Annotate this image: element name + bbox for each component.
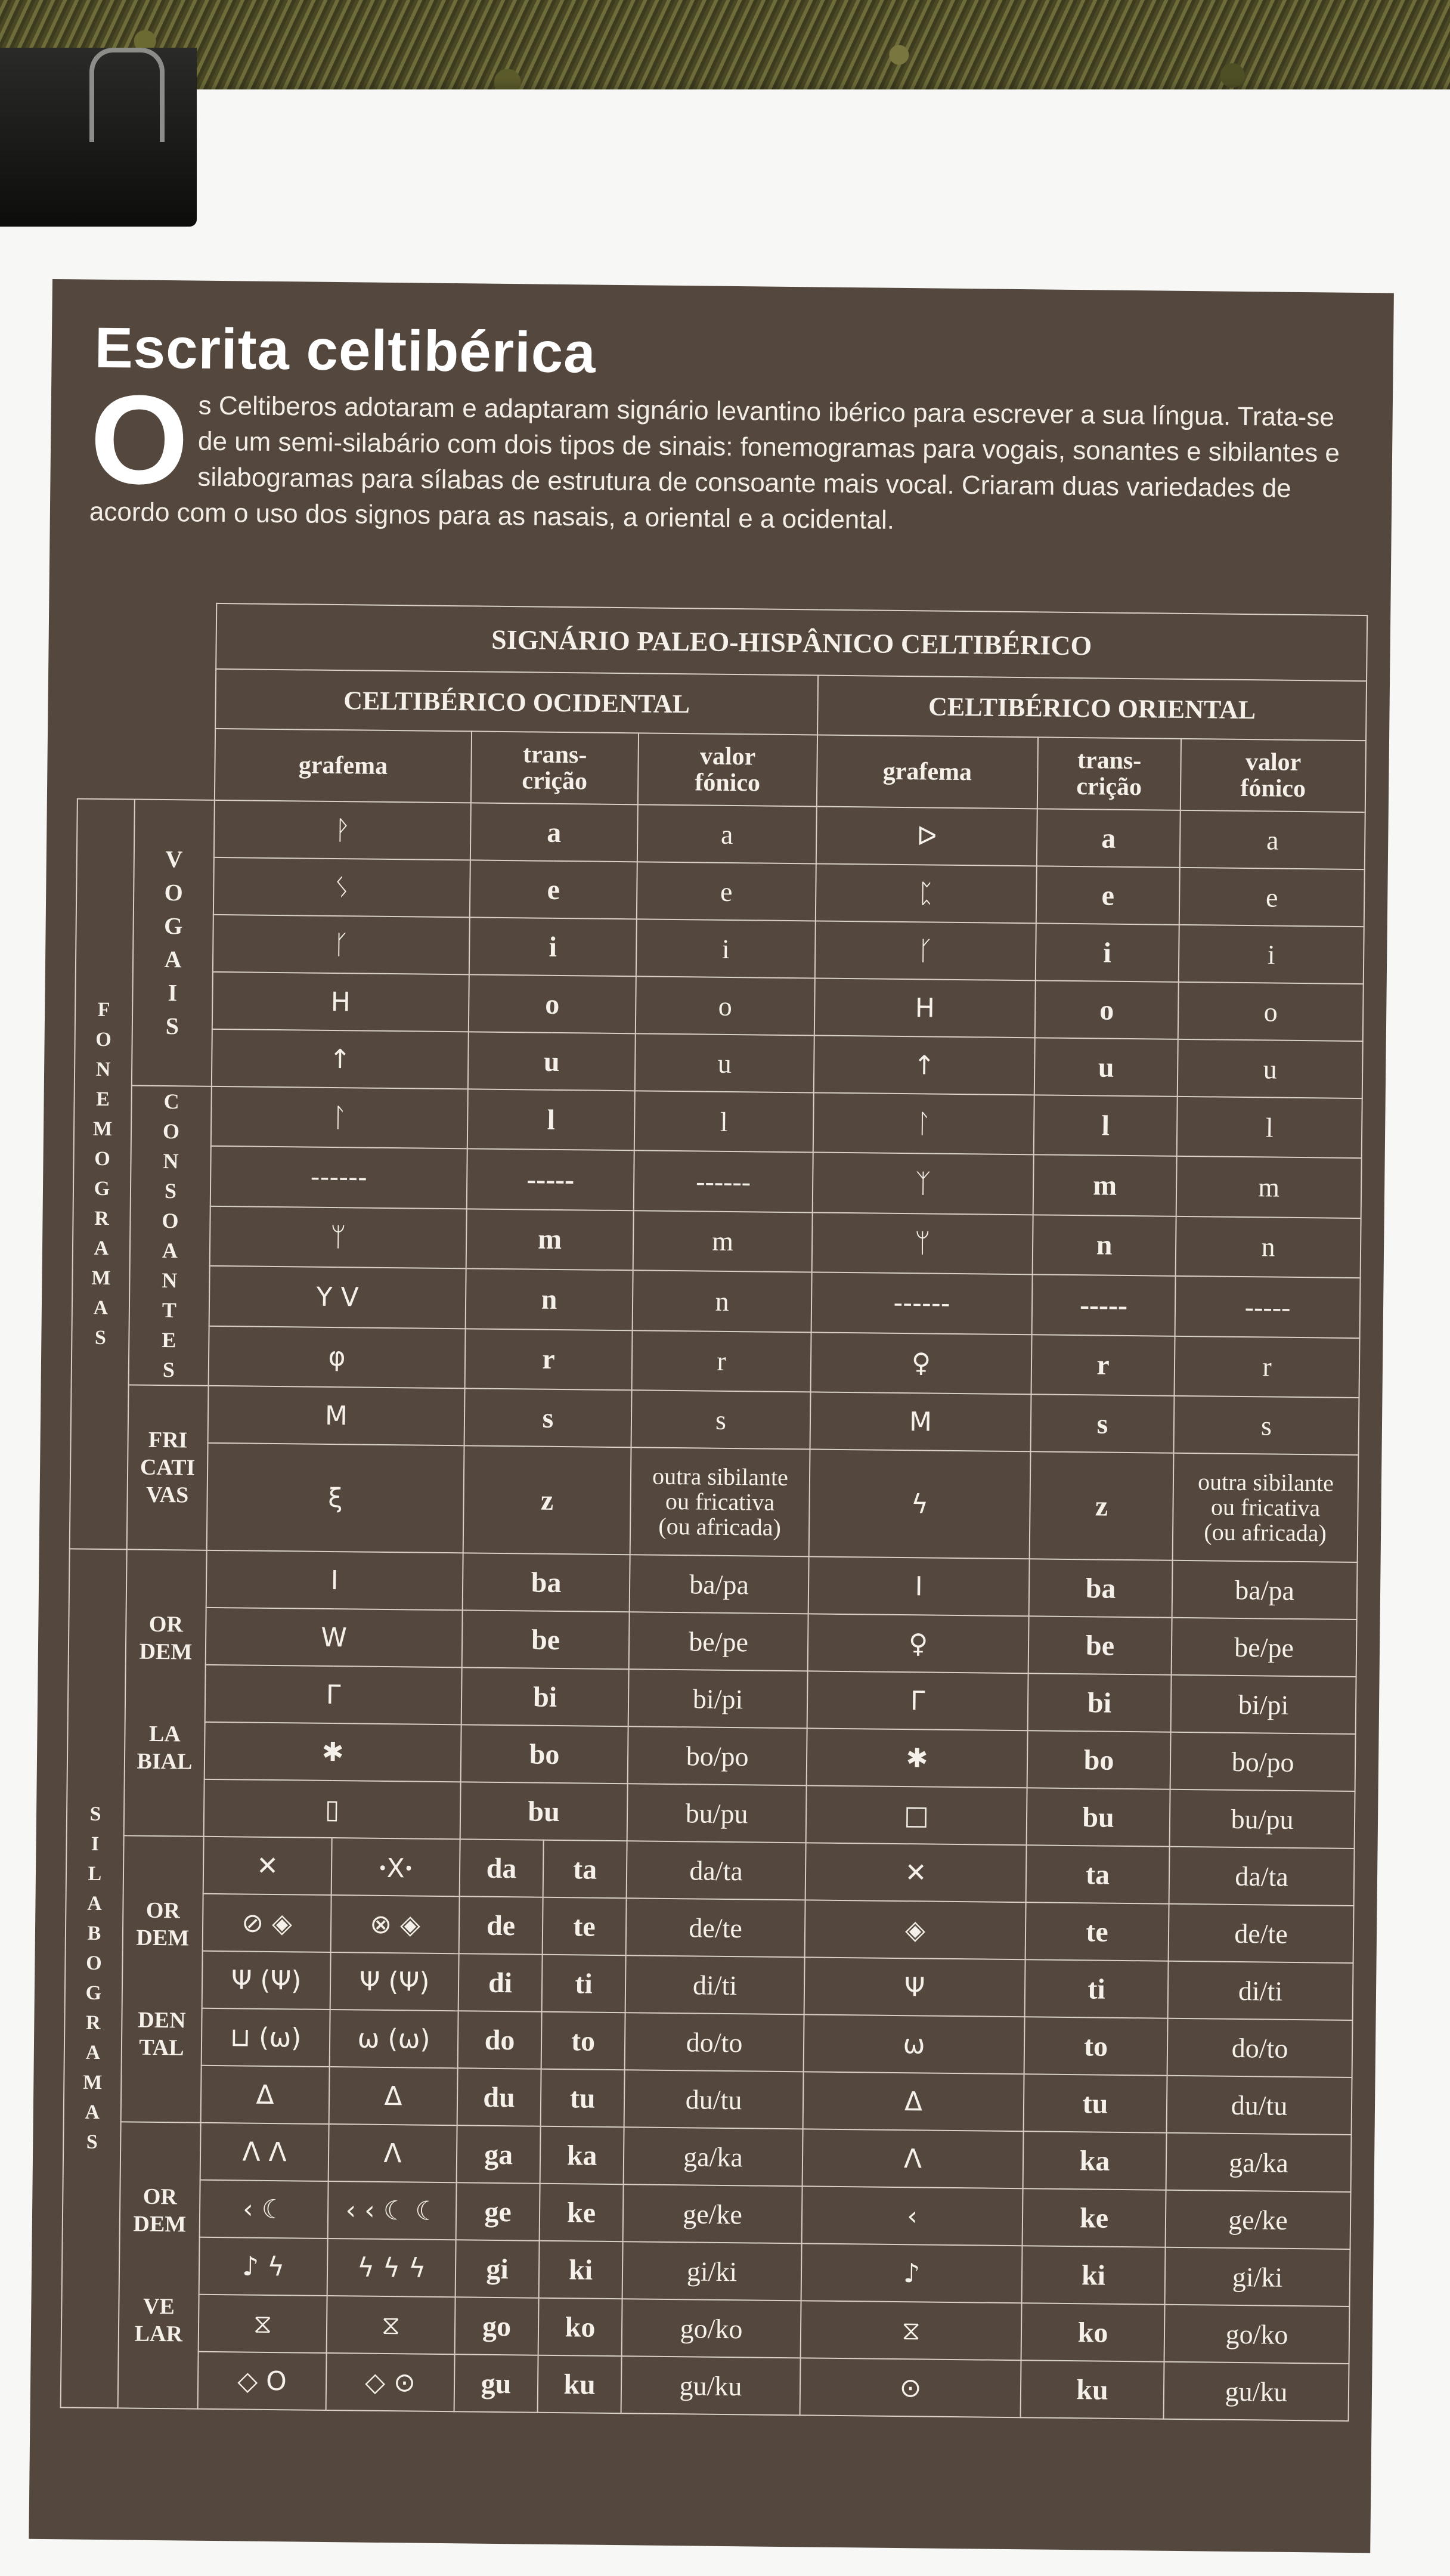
grapheme-east: I [808,1556,1030,1616]
grapheme-east: Ψ [804,1957,1025,2017]
east-header: CELTIBÉRICO ORIENTAL [817,675,1367,741]
phonetic-value-east: n [1176,1216,1361,1278]
grapheme-east: ᛈ [816,863,1037,923]
grapheme-east: M [810,1392,1031,1451]
phonetic-value-west: o [636,976,815,1035]
grapheme-east: Γ [807,1671,1028,1730]
phonetic-value-west: ba/pa [630,1555,809,1614]
grapheme-west: Γ [205,1665,462,1724]
phonetic-value-west: u [635,1033,814,1092]
phonetic-value-east: bu/pu [1170,1789,1355,1849]
transcription-west-voiceless: to [541,2012,625,2070]
grapheme-west-voiceless: Δ [329,2067,458,2125]
signary-table-wrapper [60,601,1367,2421]
transcription-east: u [1034,1038,1178,1097]
grapheme-east: ⊙ [800,2358,1021,2417]
transcription-east: tu [1024,2074,1167,2133]
subgroup-dental: OR DEM DEN TAL [121,1835,204,2122]
phonetic-value-west: de/te [626,1898,805,1957]
table-row [70,1441,1359,1562]
phonetic-value-east: de/te [1169,1904,1354,1963]
phonetic-value-west: bo/po [628,1726,807,1785]
transcription-west-voiced: ge [456,2182,540,2240]
transcription-east: ti [1025,1959,1169,2018]
grapheme-west: φ [209,1326,466,1388]
main-header: SIGNÁRIO PALEO-HISPÂNICO CELTIBÉRICO [216,603,1367,681]
phonetic-value-east: gu/ku [1164,2362,1349,2421]
transcription-east: l [1034,1095,1178,1156]
grapheme-east: ↑ [814,1035,1035,1095]
grapheme-east: ω [804,2014,1025,2074]
info-panel [29,279,1394,2553]
transcription-west-voiceless: ka [540,2126,624,2184]
col-valor-east: valor fónico [1181,739,1366,812]
transcription-west: bu [460,1782,628,1841]
transcription-west-voiced: da [460,1839,544,1897]
transcription-west: m [466,1209,634,1270]
grapheme-east: ◈ [805,1900,1026,1959]
grapheme-east: □ [806,1785,1027,1845]
transcription-west-voiceless: ti [542,1955,626,2012]
grapheme-east: ------ [811,1272,1033,1335]
grapheme-east: ♀ [811,1332,1032,1394]
grapheme-west: ᛘ [210,1206,467,1269]
transcription-west: l [467,1089,635,1150]
transcription-west-voiceless: ki [539,2241,623,2299]
phonetic-value-west: di/ti [625,1955,805,2014]
grapheme-east: ᛚ [813,1092,1034,1154]
grapheme-east: ‹ [802,2186,1023,2246]
subgroup-velar: OR DEM VE LAR [118,2122,201,2408]
phonetic-value-west: do/to [625,2012,804,2072]
transcription-west: bo [461,1724,628,1784]
transcription-west: s [464,1388,632,1447]
phonetic-value-west: bu/pu [627,1784,807,1843]
grapheme-east: ᛉ [813,1153,1034,1215]
col-trans-west: trans- crição [471,731,639,804]
phonetic-value-west: gu/ku [621,2356,801,2415]
phonetic-value-west: ga/ka [624,2127,803,2186]
transcription-west: z [463,1445,631,1555]
transcription-west-voiceless: ku [538,2355,622,2413]
grapheme-east: ᚴ [815,921,1036,980]
grapheme-east: ✕ [805,1843,1027,1902]
grapheme-west-voiceless: ω (ω) [330,2010,458,2068]
grapheme-west-voiced: Λ Λ [200,2123,329,2181]
transcription-east: be [1028,1616,1172,1675]
grapheme-west: ▯ [204,1779,461,1839]
grapheme-east: ✱ [807,1728,1028,1788]
intro-paragraph [89,368,1367,543]
transcription-west-voiced: gi [456,2240,540,2298]
phonetic-value-west: r [632,1330,811,1392]
grapheme-west-voiced: ‹ ☾ [200,2180,329,2238]
grapheme-west: ᛚ [211,1086,468,1149]
transcription-east: ----- [1032,1274,1176,1336]
transcription-east: ki [1022,2246,1166,2305]
transcription-east: bo [1027,1730,1171,1789]
grapheme-east: ♪ [801,2243,1023,2303]
transcription-west-voiceless: tu [541,2069,625,2127]
transcription-east: ka [1023,2131,1167,2190]
phonetic-value-east: a [1180,810,1365,869]
grapheme-west-voiced: ◇ O [198,2352,327,2410]
transcription-west-voiced: do [458,2011,542,2069]
transcription-west-voiceless: ta [543,1840,627,1898]
phonetic-value-west: go/ko [622,2299,801,2358]
phonetic-value-west: du/tu [624,2070,804,2129]
grapheme-east: ⧖ [801,2301,1022,2360]
phonetic-value-west: da/ta [627,1841,806,1900]
phonetic-value-west: gi/ki [622,2241,802,2301]
transcription-west-voiced: du [457,2068,541,2126]
phonetic-value-east: bo/po [1170,1732,1356,1791]
west-header: CELTIBÉRICO OCIDENTAL [215,669,818,735]
phonetic-value-east: go/ko [1164,2305,1350,2364]
grapheme-east: H [814,978,1036,1038]
grapheme-west-voiceless: ꞏXꞏ [331,1838,460,1896]
subgroup-labial: OR DEM LA BIAL [124,1549,207,1836]
intro-dropcap: O [89,368,190,511]
grapheme-west-voiced: Δ [201,2066,330,2124]
transcription-west: ----- [467,1149,634,1210]
transcription-west: a [470,803,638,862]
table-corner [78,667,216,728]
phonetic-value-east: ba/pa [1172,1561,1358,1620]
phonetic-value-east: be/pe [1172,1618,1357,1677]
transcription-west-voiceless: te [543,1897,627,1955]
phonetic-value-east: m [1176,1156,1362,1218]
subgroup-vogais: V O G A I S [132,799,215,1086]
transcription-east: ke [1023,2188,1166,2247]
phonetic-value-west: i [636,919,816,978]
phonetic-value-east: l [1177,1097,1362,1159]
grapheme-west: ------ [210,1146,467,1209]
transcription-east: i [1036,923,1179,982]
grapheme-west-voiced: ⊔ (ω) [202,2008,330,2067]
col-grafema-west: grafema [215,729,472,803]
phonetic-value-east: ----- [1175,1276,1361,1338]
grapheme-west-voiceless: Λ [329,2124,457,2182]
transcription-east: te [1025,1902,1169,1961]
grapheme-east: ♀ [808,1614,1029,1673]
transcription-west: ba [463,1553,630,1612]
grapheme-west-voiced: ⊘ ◈ [203,1894,331,1952]
grapheme-west: Y V [209,1266,466,1329]
phonetic-value-east: r [1174,1336,1359,1398]
grapheme-west-voiced: ♪ ϟ [199,2237,328,2296]
transcription-west: i [469,917,637,976]
transcription-west-voiced: de [459,1896,543,1954]
grapheme-west-voiceless: ϟ ϟ ϟ [327,2238,456,2297]
table-corner [78,727,215,800]
phonetic-value-east: e [1179,868,1365,927]
transcription-east: ta [1026,1845,1170,1904]
transcription-east: r [1031,1335,1175,1396]
grapheme-west: ξ [207,1443,464,1553]
phonetic-value-west: a [637,804,817,863]
subgroup-fricativas: FRI CATI VAS [127,1385,209,1550]
transcription-west: u [468,1032,636,1091]
grapheme-west: ᛊ [213,857,470,917]
phonetic-value-east: do/to [1167,2018,1353,2077]
transcription-west: o [469,974,636,1033]
transcription-west-voiced: ga [457,2125,541,2183]
group-silabogramas: S I L A B O G R A M A S [61,1549,127,2408]
grapheme-east: Δ [803,2072,1024,2131]
grapheme-west-voiceless: ⧖ [327,2296,456,2354]
transcription-east: s [1030,1394,1174,1453]
grapheme-west: I [206,1550,463,1610]
grapheme-west: ✱ [205,1722,461,1782]
phonetic-value-west: bi/pi [628,1669,808,1728]
transcription-west-voiceless: ke [540,2184,624,2241]
phonetic-value-west: m [633,1210,813,1272]
col-grafema-east: grafema [817,735,1038,809]
transcription-east: o [1035,980,1179,1039]
grapheme-east: ᐅ [816,806,1037,866]
transcription-west-voiced: go [455,2297,539,2355]
col-trans-east: trans- crição [1037,737,1181,810]
signary-table-body [61,602,1368,2421]
transcription-east: to [1024,2017,1168,2076]
grapheme-west: H [212,972,469,1032]
grapheme-west-voiced: Ψ (Ψ) [202,1951,331,2010]
grapheme-west-voiceless: ◇ ⊙ [326,2353,455,2411]
subgroup-consoantes: C O N S O A N T E S [129,1085,212,1385]
transcription-east: bu [1027,1788,1170,1847]
transcription-west: r [465,1329,633,1390]
transcription-west: n [466,1269,633,1330]
col-valor-west: valor fónico [638,733,817,806]
transcription-east: z [1030,1451,1174,1561]
phonetic-value-west: ------ [634,1151,813,1213]
transcription-east: ku [1021,2360,1164,2419]
transcription-west: bi [461,1667,629,1726]
signary-table [60,601,1368,2421]
intro-text: s Celtiberos adotaram e adaptaram signário levantino ibérico para escrever a sua língua. Trata-se de um semi-silabário com dois tipos de sinais: fonemogramas para vogais, sonantes e sibilantes e silabogramas para sílabas de estrutura de consoante mais vocal. Criaram duas variedades de acordo com o uso dos signos para as nasais, a oriental e a ocidental. [89,391,1340,535]
phonetic-value-east: di/ti [1168,1961,1353,2020]
phonetic-value-west: n [633,1270,812,1332]
phonetic-value-east: du/tu [1167,2076,1352,2135]
grapheme-west: W [206,1608,463,1667]
phonetic-value-east: bi/pi [1171,1675,1356,1734]
table-corner [79,602,216,669]
grapheme-east: Λ [803,2129,1024,2188]
group-fonemogramas: F O N E M O G R A M A S [70,798,135,1549]
phonetic-value-east: gi/ki [1165,2247,1350,2306]
binder-clip [0,48,197,227]
transcription-west-voiced: di [458,1953,543,2011]
phonetic-value-west: be/pe [629,1612,808,1671]
grapheme-west: ᚴ [213,915,470,974]
phonetic-value-east: s [1173,1396,1359,1455]
phonetic-value-east: ga/ka [1166,2133,1352,2192]
phonetic-value-west: l [634,1091,814,1153]
phonetic-value-west: ge/ke [623,2184,803,2243]
grapheme-west: ᚹ [214,800,471,860]
transcription-west: e [470,860,637,919]
transcription-east: n [1033,1215,1176,1276]
phonetic-value-east: o [1178,982,1364,1041]
binder-clip-wire [89,48,165,142]
phonetic-value-west: e [637,862,816,921]
grapheme-east: ϟ [809,1449,1031,1559]
transcription-west-voiceless: ko [538,2298,622,2356]
phonetic-value-east: u [1178,1039,1363,1098]
grapheme-west-voiceless: ‹ ‹ ☾ ☾ [328,2181,457,2240]
phonetic-value-east: i [1179,925,1364,984]
transcription-east: ko [1021,2303,1165,2362]
phonetic-value-west: outra sibilante ou fricativa (ou africada) [630,1447,810,1556]
phonetic-value-east: da/ta [1169,1847,1355,1906]
page-title: Escrita celtibérica [94,315,597,385]
grapheme-west: ↑ [212,1029,469,1089]
grapheme-west: M [208,1386,465,1445]
phonetic-value-west: s [631,1390,811,1449]
grapheme-west-voiced: ✕ [203,1837,332,1895]
phonetic-value-east: outra sibilante ou fricativa (ou africada) [1173,1453,1359,1562]
transcription-east: m [1033,1155,1177,1216]
grapheme-west-voiced: ⧖ [199,2295,327,2353]
grapheme-east: ᛘ [812,1212,1033,1274]
phonetic-value-east: ge/ke [1166,2190,1351,2249]
transcription-east: bi [1028,1673,1172,1732]
transcription-east: a [1037,809,1181,868]
transcription-west-voiced: gu [454,2354,538,2412]
transcription-west: be [462,1610,630,1669]
grapheme-west-voiceless: ⊗ ◈ [331,1895,460,1953]
transcription-east: e [1036,866,1180,925]
grapheme-west-voiceless: Ψ (Ψ) [330,1952,459,2011]
transcription-east: ba [1029,1559,1173,1618]
